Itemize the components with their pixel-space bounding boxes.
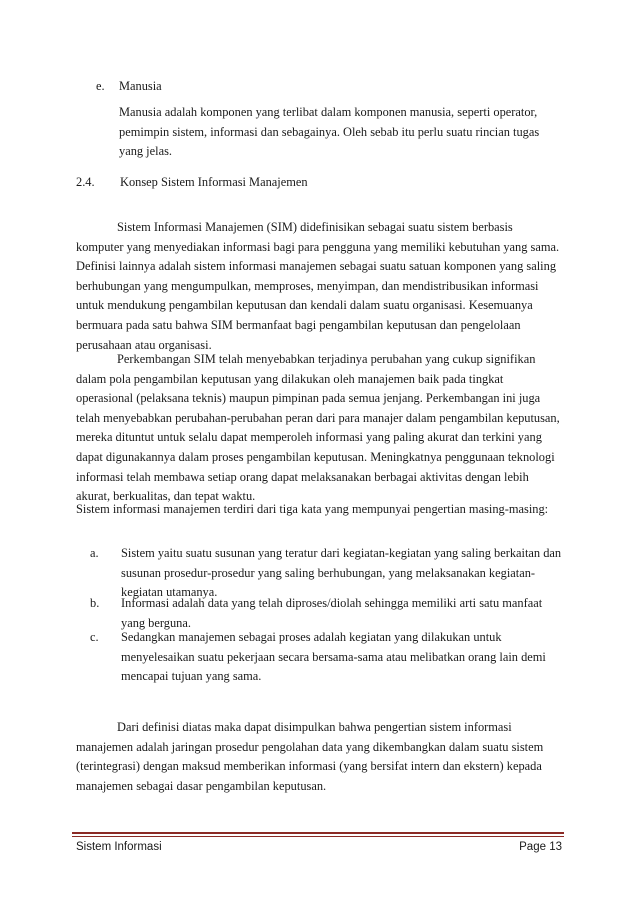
list-item-a: Sistem yaitu suatu susunan yang teratur dari kegiatan-kegiatan yang saling berkaitan dan susunan prosedur-prosedur yang saling berhubungan, yang melaksanakan kegiatan-kegiatan utamanya.	[121, 546, 562, 600]
section-title: Konsep Sistem Informasi Manajemen	[120, 175, 308, 189]
page-number: Page 13	[519, 841, 562, 853]
conclusion-paragraph: Dari definisi diatas maka dapat disimpulkan bahwa pengertian sistem informasi manajemen adalah jaringan prosedur pengolahan data yang dikembangkan dalam suatu sistem (terintegrasi) dengan maksud memberikan informasi (yang bersifat intern dan ekstern) kepada manajemen sebagai dasar pengambilan keputusan.	[76, 720, 544, 793]
subsection-text: Manusia adalah komponen yang terlibat dalam komponen manusia, seperti operator, pemimpin sistem, informasi dan sebagainya. Oleh sebab itu perlu suatu rincian tugas yang jelas.	[119, 105, 540, 159]
list-item-b: Informasi adalah data yang telah diproses/diolah sehingga memiliki arti satu manfaat yang berguna.	[121, 596, 543, 630]
subsection-title: Manusia	[119, 79, 162, 93]
footer-title: Sistem Informasi	[76, 841, 162, 853]
list-letter-a: a.	[90, 546, 99, 560]
paragraph-2: Perkembangan SIM telah menyebabkan terjadinya perubahan yang cukup signifikan dalam pola pengambilan keputusan yang dilakukan oleh manajemen baik pada tingkat operasional (pelaksana teknis) maupun pimpinan pada semua jenjang. Perkembangan ini juga telah menyebabkan perubahan-perubahan peran dari para manajer dalam pengambilan keputusan, mereka dituntut untuk selalu dapat memperoleh informasi yang paling akurat dan terkini yang dapat digunakannya dalam proses pengambilan keputusan. Meningkatnya penggunaan teknologi informasi telah membawa setiap orang dapat melaksanakan berbagai aktivitas dengan lebih akurat, berkualitas, dan tepat waktu.	[76, 352, 560, 504]
footer-rule-thin	[72, 836, 564, 837]
section-number: 2.4.	[76, 175, 95, 189]
list-letter-c: c.	[90, 630, 99, 644]
subsection-letter: e.	[96, 79, 105, 93]
footer-rule	[72, 832, 564, 834]
list-letter-b: b.	[90, 596, 100, 610]
paragraph-1: Sistem Informasi Manajemen (SIM) didefinisikan sebagai suatu sistem berbasis komputer yang menyediakan informasi bagi para pengguna yang memiliki kebutuhan yang sama. Definisi lainnya adalah sistem informasi manajemen sebagai suatu satuan komponen yang saling berhubungan yang mengumpulkan, memproses, menyimpan, dan mendistribusikan informasi untuk mendukung pengambilan keputusan dan kendali dalam suatu organisasi. Kesemuanya bermuara pada satu bahwa SIM bermanfaat bagi pengambilan keputusan dan pengelolaan perusahaan atau organisasi.	[76, 220, 560, 352]
list-item-c: Sedangkan manajemen sebagai proses adalah kegiatan yang dilakukan untuk menyelesaikan suatu pekerjaan secara bersama-sama atau melibatkan orang lain demi mencapai tujuan yang sama.	[121, 630, 546, 684]
paragraph-3: Sistem informasi manajemen terdiri dari tiga kata yang mempunyai pengertian masing-masing:	[76, 502, 549, 516]
